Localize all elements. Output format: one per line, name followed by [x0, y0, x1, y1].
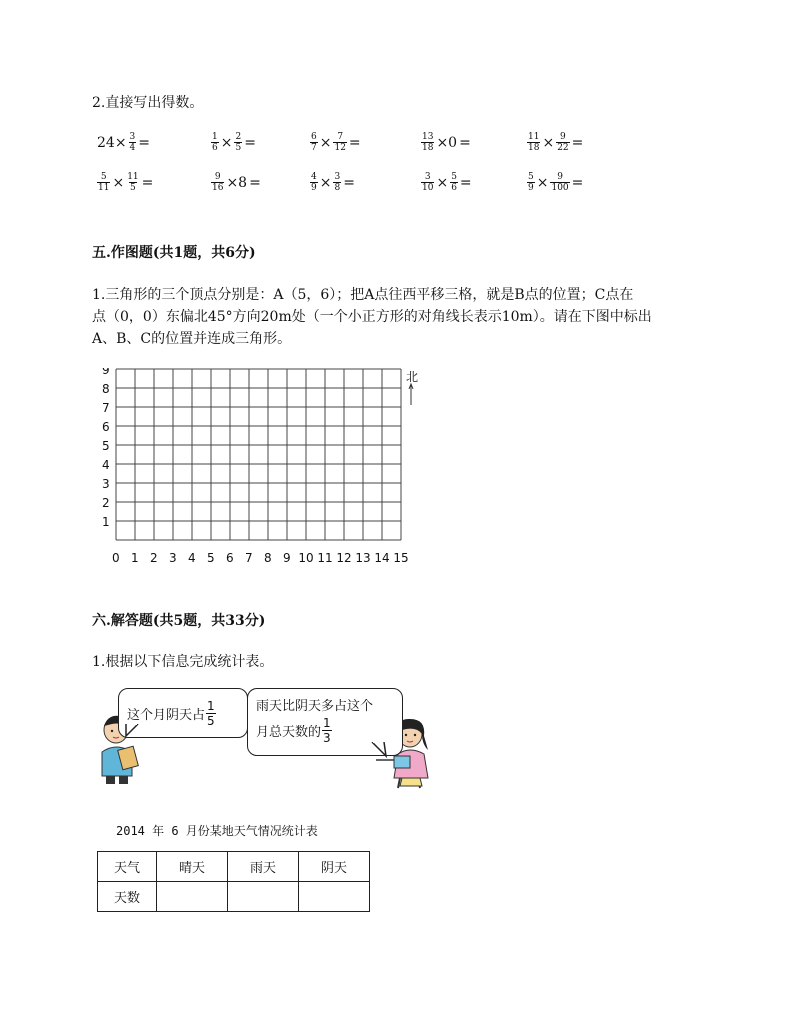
table-header-row — [98, 852, 370, 882]
math-expression — [420, 172, 473, 193]
math-expression — [210, 132, 257, 153]
fraction-numerator: 5 — [528, 172, 534, 182]
math-expression — [309, 172, 356, 193]
expr-operator: × — [112, 174, 125, 191]
math-expression — [210, 172, 262, 193]
fraction-denominator: 6 — [212, 143, 218, 153]
fraction-numerator: 9 — [560, 132, 566, 142]
fraction-row-2 — [0, 172, 794, 202]
y-axis-tick-label: 8 — [102, 382, 110, 396]
fraction-numerator: 6 — [311, 132, 317, 142]
bubble-left-text: 这个月阴天占 — [127, 707, 206, 723]
x-axis-tick-label: 1 — [131, 551, 139, 565]
expr-equals: = — [141, 174, 154, 191]
x-axis-tick-label: 3 — [169, 551, 177, 565]
expr-equals: = — [244, 134, 256, 151]
fraction-denominator: 16 — [212, 183, 224, 193]
math-expression — [96, 172, 154, 193]
fraction — [556, 132, 569, 153]
section-6-title: 六.解答题(共5题，共33分) — [92, 613, 266, 629]
fraction-denominator: 5 — [235, 143, 242, 153]
math-expression — [526, 132, 584, 153]
section-6-question: 1.根据以下信息完成统计表。 — [92, 654, 274, 670]
y-axis-tick-label: 3 — [102, 477, 110, 491]
x-axis-tick-label: 5 — [207, 551, 215, 565]
y-axis-tick-label: 2 — [102, 496, 110, 510]
fraction — [421, 132, 434, 153]
fraction-numerator: 1 — [212, 132, 218, 142]
table-row — [98, 882, 370, 912]
fraction-numerator: 3 — [129, 132, 136, 142]
y-axis-tick-label: 5 — [102, 439, 110, 453]
fraction-numerator: 3 — [424, 172, 431, 182]
expr-prefix: 24× — [97, 134, 127, 151]
section-5-title: 五.作图题(共1题，共6分) — [92, 245, 256, 261]
x-axis-tick-label: 8 — [264, 551, 272, 565]
bubble-left-fraction — [206, 699, 216, 728]
y-axis-tick-label: 6 — [102, 420, 110, 434]
fraction — [550, 172, 569, 193]
fraction — [234, 132, 242, 153]
bubble-left-tail — [124, 724, 140, 738]
x-axis-tick-label: 6 — [226, 551, 234, 565]
x-axis-tick-label: 10 — [298, 551, 314, 565]
section-5-question-line-3: A、B、C的位置并连成三角形。 — [92, 331, 292, 347]
fraction — [333, 132, 346, 153]
y-axis-tick-label: 1 — [102, 515, 110, 529]
expr-operator: ×0 — [436, 134, 458, 151]
expr-equals: = — [348, 134, 361, 151]
header-cell-weather: 天气 — [98, 852, 157, 882]
fraction-numerator: 4 — [311, 172, 317, 182]
question-2-title: 2.直接写出得数。 — [92, 95, 204, 111]
bubble-right-line-2: 月总天数的 — [256, 725, 322, 740]
fraction-numerator: 5 — [100, 172, 107, 182]
expr-operator: × — [319, 174, 332, 191]
row-label-days: 天数 — [98, 882, 157, 912]
fraction-denominator: 5 — [130, 183, 136, 193]
x-axis-tick-label: 2 — [150, 551, 158, 565]
math-expression — [96, 132, 151, 153]
x-axis-tick-label: 12 — [336, 551, 352, 565]
fraction — [97, 172, 110, 193]
expr-equals: = — [571, 134, 584, 151]
table-caption: 2014 年 6 月份某地天气情况统计表 — [116, 824, 318, 838]
header-cell-sunny: 晴天 — [157, 852, 228, 882]
fraction-denominator: 10 — [422, 183, 434, 193]
bubble-right-line-1: 雨天比阴天多占这个 — [256, 699, 374, 714]
expr-equals: = — [138, 134, 151, 151]
expr-operator: × — [542, 134, 555, 151]
expr-operator: × — [220, 134, 233, 151]
fraction — [129, 132, 137, 153]
x-axis-tick-label: 0 — [112, 551, 120, 565]
bubble-right-frac-num: 1 — [323, 716, 331, 730]
fraction-denominator: 8 — [334, 183, 341, 193]
y-axis-tick-label: 9 — [102, 368, 110, 377]
fraction-numerator: 13 — [422, 132, 434, 142]
expr-equals: = — [249, 174, 261, 191]
header-cell-cloudy: 阴天 — [299, 852, 370, 882]
fraction-denominator: 6 — [451, 183, 457, 193]
fraction — [421, 172, 434, 193]
expr-operator: ×8 — [226, 174, 248, 191]
fraction-denominator: 9 — [311, 183, 317, 193]
fraction — [211, 172, 224, 193]
fraction-denominator: 18 — [422, 143, 434, 153]
bubble-left-frac-num: 1 — [207, 698, 215, 713]
expr-operator: × — [319, 134, 332, 151]
fraction-denominator: 18 — [528, 143, 540, 153]
grid-svg — [96, 368, 426, 574]
fraction-denominator: 11 — [98, 183, 110, 193]
fraction-numerator: 5 — [451, 172, 457, 182]
expr-equals: = — [459, 174, 472, 191]
bubble-right-tail — [370, 742, 390, 758]
expr-equals: = — [571, 174, 584, 191]
fraction-denominator: 7 — [311, 143, 317, 153]
fraction-numerator: 9 — [214, 172, 221, 182]
x-axis-tick-label: 15 — [393, 551, 409, 565]
fraction-row-1 — [0, 132, 794, 162]
fraction — [126, 172, 139, 193]
x-axis-tick-label: 11 — [317, 551, 333, 565]
header-cell-rainy: 雨天 — [228, 852, 299, 882]
fraction — [310, 172, 318, 193]
weather-stats-table — [97, 851, 370, 912]
fraction-denominator: 12 — [334, 143, 346, 153]
y-axis-tick-label: 4 — [102, 458, 110, 472]
fraction-numerator: 2 — [235, 132, 242, 142]
x-axis-tick-label: 4 — [188, 551, 196, 565]
cell-cloudy-days[interactable] — [299, 882, 370, 912]
fraction-denominator: 100 — [551, 183, 569, 193]
fraction-numerator: 9 — [557, 172, 563, 182]
y-axis-tick-label: 7 — [102, 401, 110, 415]
north-label: 北 — [406, 370, 419, 384]
x-axis-tick-label: 7 — [245, 551, 253, 565]
x-axis-tick-label: 9 — [283, 551, 291, 565]
section-5-question-line-2: 点（0，0）东偏北45°方向20m处（一个小正方形的对角线长表示10m）。请在下图中标出 — [92, 309, 652, 325]
fraction — [450, 172, 458, 193]
fraction — [527, 132, 540, 153]
fraction — [527, 172, 535, 193]
math-expression — [420, 132, 472, 153]
x-axis-tick-label: 14 — [374, 551, 390, 565]
x-axis-tick-label: 13 — [355, 551, 371, 565]
coordinate-grid — [96, 368, 426, 578]
fraction — [211, 132, 219, 153]
section-5-question-line-1: 1.三角形的三个顶点分别是：A（5，6）；把A点往西平移三格，就是B点的位置；C点在 — [92, 287, 634, 303]
fraction-denominator: 4 — [129, 143, 136, 153]
fraction-numerator: 11 — [127, 172, 139, 182]
expr-operator: × — [536, 174, 549, 191]
expr-operator: × — [436, 174, 449, 191]
bubble-right-frac-den: 3 — [323, 731, 331, 745]
fraction-numerator: 7 — [337, 132, 344, 142]
expr-equals: = — [343, 174, 355, 191]
cell-rainy-days[interactable] — [228, 882, 299, 912]
fraction — [310, 132, 318, 153]
bubble-left-frac-den: 5 — [207, 713, 215, 728]
fraction-numerator: 3 — [334, 172, 341, 182]
bubble-right-fraction — [322, 716, 332, 745]
expr-equals: = — [459, 134, 471, 151]
math-expression — [526, 172, 584, 193]
fraction-denominator: 9 — [528, 183, 534, 193]
fraction — [333, 172, 341, 193]
fraction-numerator: 11 — [528, 132, 540, 142]
fraction-denominator: 22 — [557, 143, 569, 153]
cell-sunny-days[interactable] — [157, 882, 228, 912]
bubble-right-line-2-wrap — [256, 716, 394, 745]
math-expression — [309, 132, 362, 153]
